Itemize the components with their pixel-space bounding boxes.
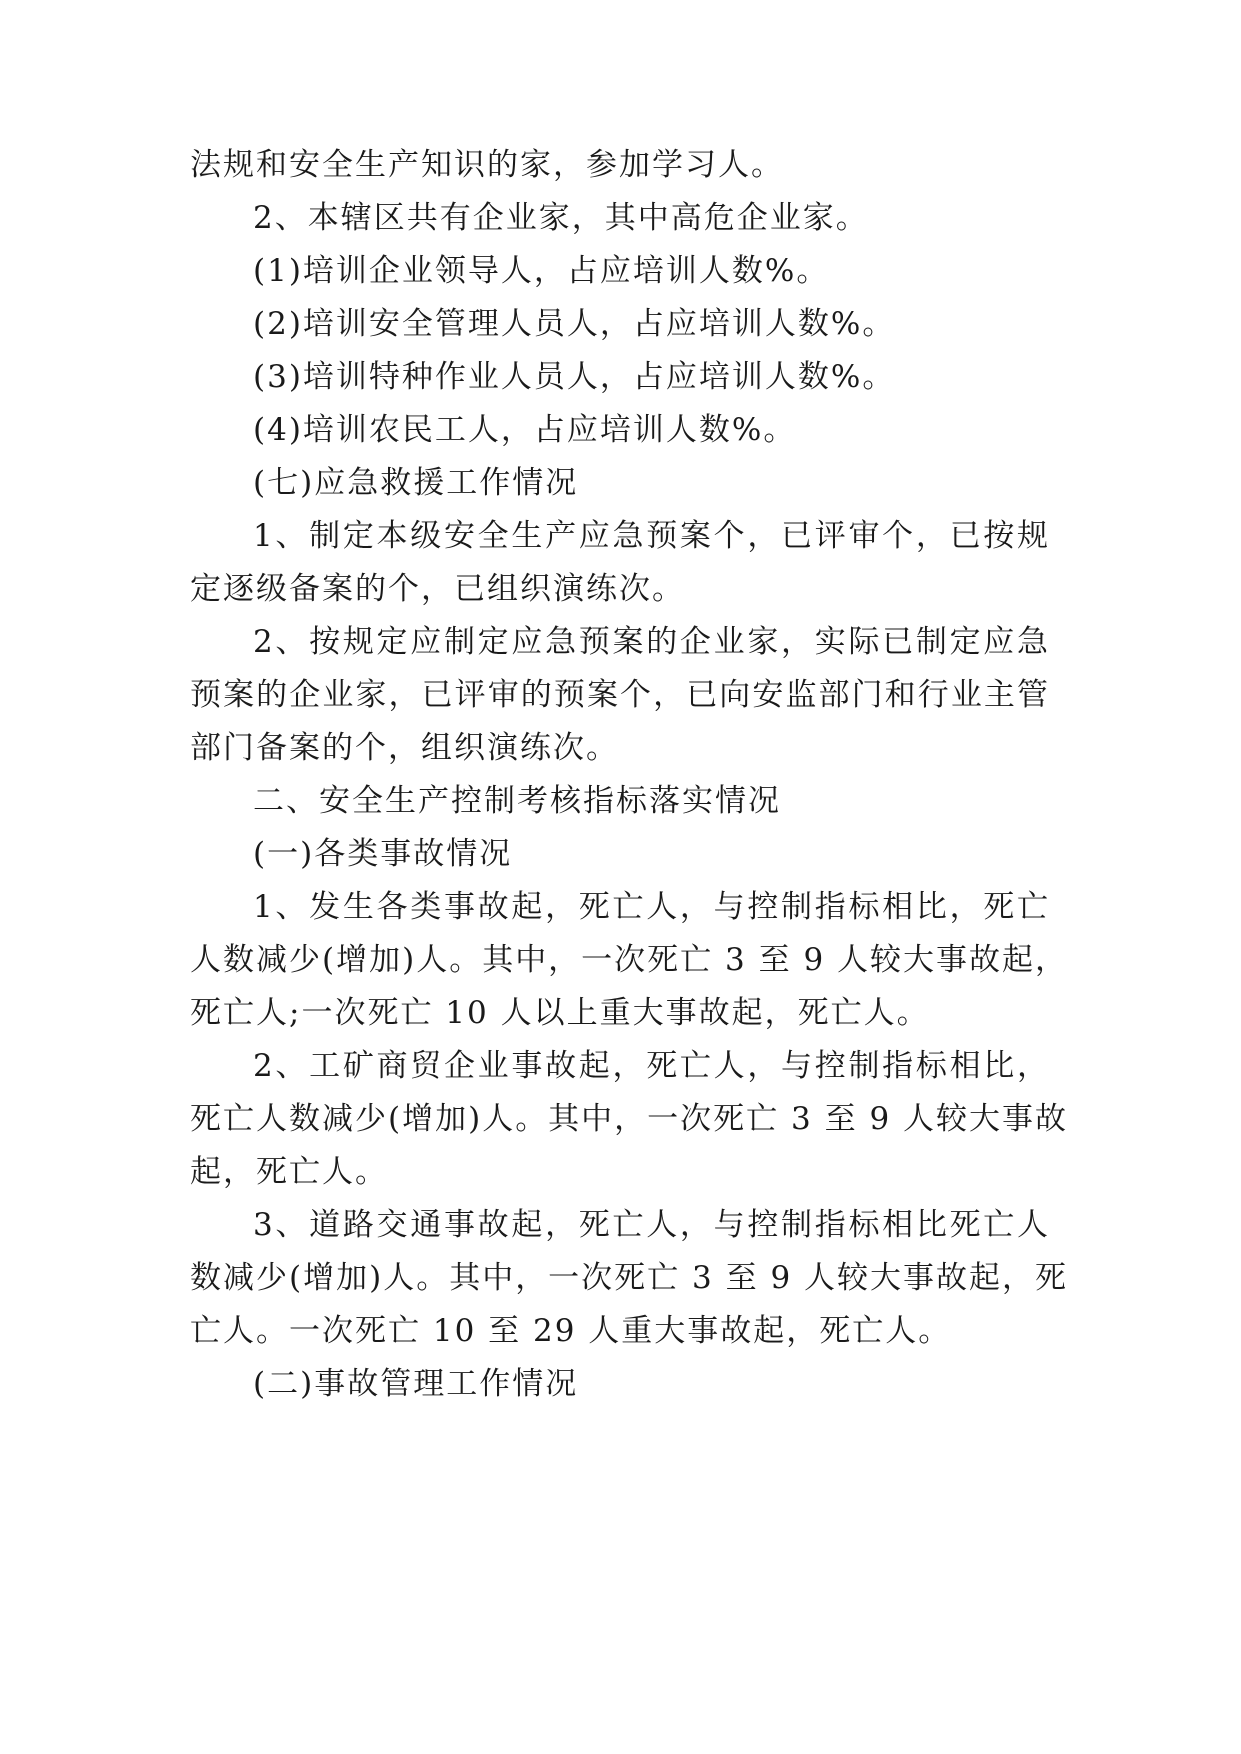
text-line-8: 1、制定本级安全生产应急预案个，已评审个，已按规 xyxy=(253,518,1050,554)
text-line-21: 3、道路交通事故起，死亡人，与控制指标相比死亡人 xyxy=(253,1207,1050,1243)
text-line-22: 数减少(增加)人。其中，一次死亡 3 至 9 人较大事故起，死 xyxy=(190,1260,1069,1296)
section-heading-accident-management: (二)事故管理工作情况 xyxy=(253,1366,579,1402)
text-line-3: (1)培训企业领导人，占应培训人数%。 xyxy=(253,253,830,289)
text-line-4: (2)培训安全管理人员人，占应培训人数%。 xyxy=(253,306,896,342)
text-line-15: 1、发生各类事故起，死亡人，与控制指标相比，死亡 xyxy=(253,889,1050,925)
text-line-17: 死亡人;一次死亡 10 人以上重大事故起，死亡人。 xyxy=(190,995,930,1031)
text-line-19: 死亡人数减少(增加)人。其中，一次死亡 3 至 9 人较大事故 xyxy=(190,1101,1069,1137)
section-heading-accidents: (一)各类事故情况 xyxy=(253,836,513,872)
text-line-2: 2、本辖区共有企业家，其中高危企业家。 xyxy=(253,200,869,236)
text-line-10: 2、按规定应制定应急预案的企业家，实际已制定应急 xyxy=(253,624,1050,660)
section-heading-emergency: (七)应急救援工作情况 xyxy=(253,465,579,501)
text-line-1: 法规和安全生产知识的家，参加学习人。 xyxy=(190,147,784,183)
text-line-6: (4)培训农民工人，占应培训人数%。 xyxy=(253,412,797,448)
text-line-20: 起，死亡人。 xyxy=(190,1154,388,1190)
section-heading-indicators: 二、安全生产控制考核指标落实情况 xyxy=(253,783,781,819)
text-line-23: 亡人。一次死亡 10 至 29 人重大事故起，死亡人。 xyxy=(190,1313,952,1349)
text-line-9: 定逐级备案的个，已组织演练次。 xyxy=(190,571,685,607)
text-line-5: (3)培训特种作业人员人，占应培训人数%。 xyxy=(253,359,896,395)
text-line-12: 部门备案的个，组织演练次。 xyxy=(190,730,619,766)
text-line-18: 2、工矿商贸企业事故起，死亡人，与控制指标相比， xyxy=(253,1048,1050,1084)
text-line-16: 人数减少(增加)人。其中，一次死亡 3 至 9 人较大事故起， xyxy=(190,942,1069,978)
text-line-11: 预案的企业家，已评审的预案个，已向安监部门和行业主管 xyxy=(190,677,1050,713)
